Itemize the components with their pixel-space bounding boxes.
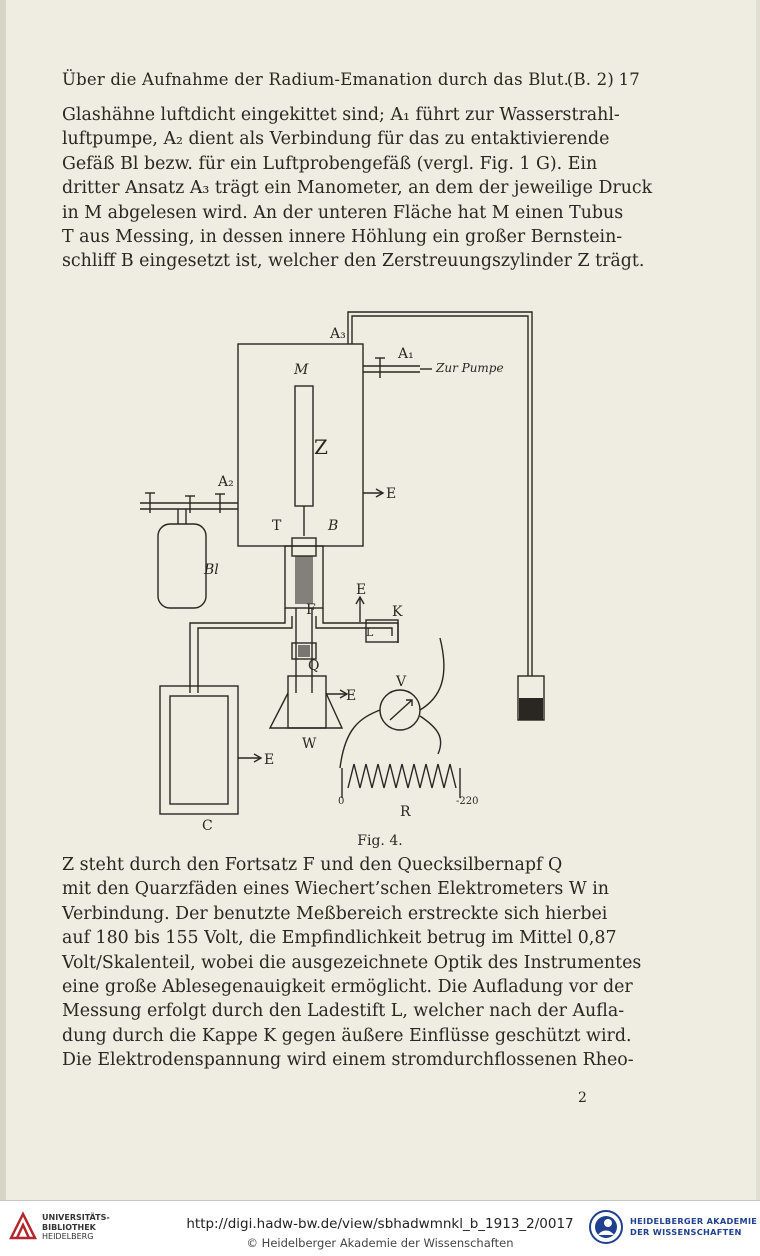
ub-line: HEIDELBERG (42, 1232, 94, 1241)
label-bl: Bl (204, 562, 219, 578)
footer-bar (0, 1200, 760, 1256)
box-c (160, 686, 238, 814)
copyright-notice: © Heidelberger Akademie der Wissenschaften (246, 1236, 514, 1250)
header-ref: (B. 2) (566, 70, 614, 89)
text-line: Gefäß Bl bezw. für ein Luftprobengefäß (vergl. Fig. 1 G). Ein (62, 153, 598, 174)
cylinder-z (295, 386, 313, 506)
text-line: Glashähne luftdicht eingekittet sind; A₁ führt zur Wasserstrahl- (62, 105, 620, 125)
text-line: auf 180 bis 155 Volt, die Empfindlichkeit betrug im Mittel 0,87 (62, 928, 617, 949)
academy-line: HEIDELBERGER AKADEMIE (630, 1216, 758, 1226)
label-m: M (294, 362, 309, 378)
label-k: K (392, 604, 403, 620)
label-w: W (302, 736, 317, 752)
text-line: Volt/Skalenteil, wobei die ausgezeichnete Optik des Instrumentes (62, 952, 642, 973)
bottle-bl (158, 524, 206, 608)
label-b: B (328, 518, 339, 534)
academy-line: DER WISSENSCHAFTEN (630, 1227, 742, 1237)
label-q: Q (308, 658, 320, 674)
text-line: mit den Quarzfäden eines Wiechert’schen Elektrometers W in (62, 879, 609, 900)
text-line: luftpumpe, A₂ dient als Verbindung für das zu entaktivierende (62, 129, 610, 150)
label-l: L (366, 626, 374, 639)
ub-line: UNIVERSITÄTS- (42, 1213, 110, 1222)
text-line: eine große Ablesegenauigkeit ermöglicht. Die Aufladung vor der (62, 976, 633, 997)
academy-seal-icon[interactable] (588, 1209, 624, 1245)
text-line: Verbindung. Der benutzte Meßbereich erstreckte sich hierbei (62, 903, 608, 924)
text-line: Die Elektrodenspannung wird einem stromdurchflossenen Rheo- (62, 1050, 634, 1071)
permalink-url[interactable]: http://digi.hadw-bw.de/view/sbhadwmnkl_b_1913_2/0017 (186, 1216, 574, 1232)
label-t: T (272, 518, 282, 534)
apparatus-figure (120, 298, 580, 838)
rheostat-r (348, 764, 456, 788)
label-a3: A₃ (330, 326, 346, 342)
text-line: in M abgelesen wird. An der unteren Fläche hat M einen Tubus (62, 202, 624, 223)
text-line: Z steht durch den Fortsatz F und den Quecksilbernapf Q (62, 855, 563, 875)
mercury-fill (519, 698, 543, 720)
label-e-w: E (346, 688, 357, 704)
paragraph-top (62, 103, 653, 274)
electrometer-w (288, 676, 326, 728)
academy-name (630, 1216, 757, 1238)
page-number: 17 (618, 70, 640, 89)
page-edge-left (0, 0, 6, 1200)
label-r: R (400, 804, 411, 820)
running-header (62, 68, 640, 96)
label-e-c: E (264, 752, 275, 768)
label-zero: 0 (338, 796, 345, 807)
text-line: schliff B eingesetzt ist, welcher den Zerstreuungszylinder Z trägt. (62, 251, 645, 272)
label-e-top: E (386, 486, 397, 502)
header-title: Über die Aufnahme der Radium-Emanation durch das Blut. (62, 70, 570, 89)
label-pump: Zur Pumpe (436, 361, 504, 375)
label-minus220: -220 (456, 796, 479, 807)
paragraph-bottom (62, 853, 640, 1073)
ub-line: BIBLIOTHEK (42, 1222, 96, 1232)
label-a2: A₂ (218, 474, 234, 490)
label-z: Z (314, 435, 328, 459)
label-v: V (396, 674, 407, 690)
page-edge-right (756, 0, 760, 1200)
label-e-mid: E (356, 582, 367, 598)
text-line: Messung erfolgt durch den Ladestift L, welcher nach der Aufla- (62, 1001, 625, 1022)
label-a1: A₁ (398, 346, 414, 362)
label-f: F (306, 602, 316, 618)
text-line: dung durch die Kappe K gegen äußere Einflüsse geschützt wird. (62, 1025, 632, 1046)
text-line: dritter Ansatz A₃ trägt ein Manometer, an dem der jeweilige Druck (62, 178, 653, 199)
figure-caption: Fig. 4. (357, 833, 403, 849)
amber-b (295, 556, 313, 604)
label-c: C (202, 818, 213, 834)
sheet-number: 2 (578, 1090, 587, 1106)
text-line: T aus Messing, in dessen innere Höhlung ein großer Bernstein- (62, 226, 623, 247)
